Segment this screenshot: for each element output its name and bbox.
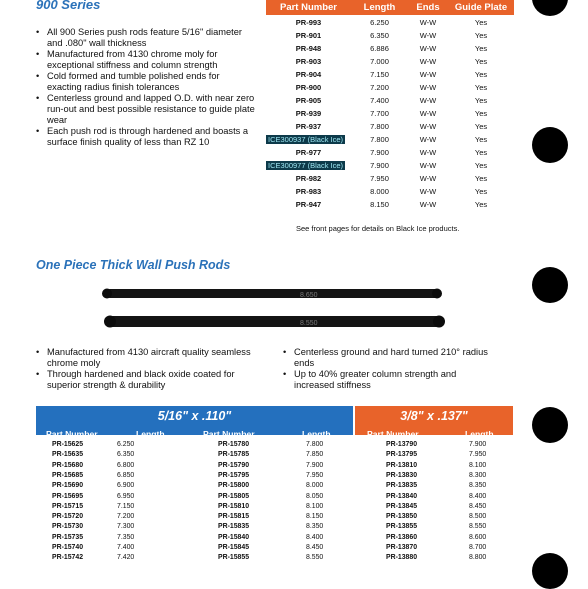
length: 7.950 [306,471,324,479]
part-number: PR-983 [295,187,322,196]
length: 6.886 [370,44,389,53]
ends: W-W [419,18,437,27]
ends: W-W [419,135,437,144]
binder-hole [532,407,568,443]
table-header-900 [266,0,514,15]
length: 7.200 [117,513,135,521]
table-row [0,482,588,491]
length: 6.250 [370,18,389,27]
part-number: PR-13855 [386,523,418,531]
length: 7.400 [370,96,389,105]
ends: W-W [419,148,437,157]
col-length: Length [302,429,331,439]
part-number: PR-15810 [218,502,250,510]
bullet-item: • All 900 Series push rods feature 5/16" diameter and .080" wall thickness [36,27,256,49]
bullet-item: • Up to 40% greater column strength and increased stiffness [283,369,493,391]
length: 8.400 [306,533,324,541]
table-header-3-8 [355,406,513,439]
part-number: PR-15795 [218,471,250,479]
length: 7.850 [306,451,324,459]
table-row [266,29,514,42]
length: 8.600 [469,533,487,541]
part-number: PR-13810 [386,461,418,469]
table-row [0,472,588,481]
col-part-number: Part Number [46,429,98,439]
part-number: PR-15805 [218,492,250,500]
length: 8.550 [469,523,487,531]
part-number: PR-901 [295,31,322,40]
length: 7.800 [306,441,324,448]
ends: W-W [419,109,437,118]
guide-plate: Yes [474,161,488,170]
feature-list-onepiece-left [36,347,266,391]
guide-plate: Yes [474,187,488,196]
ends: W-W [419,174,437,183]
part-number: PR-15715 [52,502,84,510]
ends: W-W [419,200,437,209]
guide-plate: Yes [474,109,488,118]
guide-plate: Yes [474,83,488,92]
col-guide-plate: Guide Plate [454,2,508,13]
part-number: PR-13790 [386,441,418,448]
length: 7.800 [370,135,389,144]
black-ice-badge: ICE300937 (Black Ice) [268,135,344,144]
part-number: PR-13830 [386,471,418,479]
black-ice-note: See front pages for details on Black Ice products. [296,224,460,233]
part-number: PR-15680 [52,461,84,469]
part-number: PR-15845 [218,544,250,551]
guide-plate: Yes [474,18,488,27]
table-row [0,451,588,460]
length: 7.200 [370,83,389,92]
length: 7.700 [370,109,389,118]
part-number: PR-13850 [386,513,418,521]
col-part-number: Part Number [279,2,337,13]
part-number: PR-904 [295,70,322,79]
table-row [266,68,514,81]
length: 6.250 [117,441,135,448]
guide-plate: Yes [474,57,488,66]
table-row [0,493,588,502]
length: 8.300 [469,471,487,479]
length: 8.550 [306,554,324,562]
table-row [266,198,514,211]
length: 6.800 [117,461,135,469]
table-row [266,42,514,55]
guide-plate: Yes [474,135,488,144]
table-row [266,16,514,29]
binder-hole [532,267,568,303]
col-length: Length [136,429,165,439]
section-title-900: 900 Series [36,0,101,12]
col-part-number: Part Number [203,429,255,439]
table-row [0,523,588,532]
length: 8.100 [306,502,324,510]
table-row [266,172,514,185]
black-ice-badge: ICE300977 (Black Ice) [268,161,344,170]
section-title-onepiece: One Piece Thick Wall Push Rods [36,258,231,272]
feature-list-onepiece-right [283,347,493,391]
table-row [266,81,514,94]
part-number: PR-977 [295,148,322,157]
part-number: PR-13835 [386,482,418,490]
ends: W-W [419,70,437,79]
ends: W-W [419,44,437,53]
length: 8.350 [469,482,487,490]
table-row [266,133,514,146]
part-number: PR-905 [295,96,322,105]
length: 8.000 [370,187,389,196]
length: 8.400 [469,492,487,500]
table-row [266,185,514,198]
guide-plate: Yes [474,31,488,40]
length: 7.400 [117,544,135,551]
table-row [0,462,588,471]
bullet-item: • Manufactured from 4130 aircraft quality seamless chrome moly [36,347,266,369]
part-number: PR-13845 [386,502,418,510]
col-ends: Ends [416,2,440,13]
part-number: PR-15625 [52,441,84,448]
length: 7.150 [370,70,389,79]
table-title-5-16: 5/16" x .110" [157,409,232,423]
length: 8.150 [370,200,389,209]
table-row [266,94,514,107]
part-number: PR-15780 [218,441,250,448]
table-title-3-8: 3/8" x .137" [400,409,468,423]
length: 7.150 [117,502,135,510]
part-number: PR-993 [295,18,322,27]
part-number: PR-900 [295,83,322,92]
part-number: PR-903 [295,57,322,66]
part-number: PR-15720 [52,513,84,521]
guide-plate: Yes [474,70,488,79]
length: 7.900 [469,441,487,448]
table-row [266,107,514,120]
part-number: PR-13840 [386,492,418,500]
push-rods-image [100,285,445,335]
part-number: PR-15695 [52,492,84,500]
guide-plate: Yes [474,44,488,53]
length: 8.450 [306,544,324,551]
part-number: PR-13880 [386,554,418,562]
bullet-item: • Cold formed and tumble polished ends for exacting radius finish tolerances [36,71,256,93]
length: 7.300 [117,523,135,531]
length: 7.420 [117,554,135,562]
table-row [266,55,514,68]
length: 8.050 [306,492,324,500]
length: 6.850 [117,471,135,479]
feature-list-900 [36,27,256,148]
table-row [0,441,588,450]
col-length: Length [465,429,494,439]
table-header-5-16 [36,406,353,439]
ends: W-W [419,31,437,40]
binder-hole [532,127,568,163]
part-number: PR-15840 [218,533,250,541]
length: 8.000 [306,482,324,490]
length: 6.950 [117,492,135,500]
part-number: PR-15635 [52,451,84,459]
part-number: PR-15835 [218,523,250,531]
length: 8.500 [469,513,487,521]
bullet-item: • Centerless ground and hard turned 210° radius ends [283,347,493,369]
guide-plate: Yes [474,200,488,209]
part-number: PR-15740 [52,544,84,551]
ends: W-W [419,161,437,170]
length: 7.000 [370,57,389,66]
ends: W-W [419,96,437,105]
bullet-item: • Manufactured from 4130 chrome moly for exceptional stiffness and column strength [36,49,256,71]
part-number: PR-947 [295,200,322,209]
part-number: PR-937 [295,122,322,131]
length: 8.450 [469,502,487,510]
part-number: PR-15685 [52,471,84,479]
part-number: PR-15815 [218,513,250,521]
length: 6.900 [117,482,135,490]
part-number: PR-13860 [386,533,418,541]
guide-plate: Yes [474,96,488,105]
table-row [0,544,588,553]
col-length: Length [363,2,396,13]
ends: W-W [419,83,437,92]
length: 8.800 [469,554,487,562]
table-row [0,554,588,563]
part-number: PR-15735 [52,533,84,541]
part-number: PR-939 [295,109,322,118]
part-number: PR-13795 [386,451,418,459]
length: 8.700 [469,544,487,551]
guide-plate: Yes [474,148,488,157]
part-number: PR-15790 [218,461,250,469]
ends: W-W [419,57,437,66]
length: 7.900 [370,148,389,157]
length: 7.950 [370,174,389,183]
length: 7.900 [306,461,324,469]
ends: W-W [419,122,437,131]
rod-label-2: 8.550 [300,320,318,327]
col-part-number: Part Number [367,429,419,439]
length: 8.350 [306,523,324,531]
table-row [266,120,514,133]
table-row [0,534,588,543]
table-row [266,159,514,172]
part-number: PR-15730 [52,523,84,531]
bullet-item: • Each push rod is through hardened and boasts a surface finish quality of less than RZ 10 [36,126,256,148]
rod-label-1: 8.650 [300,292,318,299]
part-number: PR-15855 [218,554,250,562]
length: 7.900 [370,161,389,170]
part-number: PR-13870 [386,544,418,551]
part-number: PR-15785 [218,451,250,459]
part-number: PR-948 [295,44,322,53]
part-number: PR-15742 [52,554,84,562]
part-number: PR-15690 [52,482,84,490]
part-number: PR-982 [295,174,322,183]
guide-plate: Yes [474,122,488,131]
length: 6.350 [370,31,389,40]
table-row [266,146,514,159]
length: 8.150 [306,513,324,521]
guide-plate: Yes [474,174,488,183]
binder-hole [532,0,568,16]
ends: W-W [419,187,437,196]
part-number: PR-15800 [218,482,250,490]
table-row [0,513,588,522]
table-row [0,503,588,512]
length: 6.350 [117,451,135,459]
length: 7.800 [370,122,389,131]
length: 8.100 [469,461,487,469]
length: 7.350 [117,533,135,541]
length: 7.950 [469,451,487,459]
bullet-item: • Centerless ground and lapped O.D. with near zero run-out and best possible resistance to guide plate wear [36,93,256,126]
bullet-item: • Through hardened and black oxide coated for superior strength & durability [36,369,266,391]
